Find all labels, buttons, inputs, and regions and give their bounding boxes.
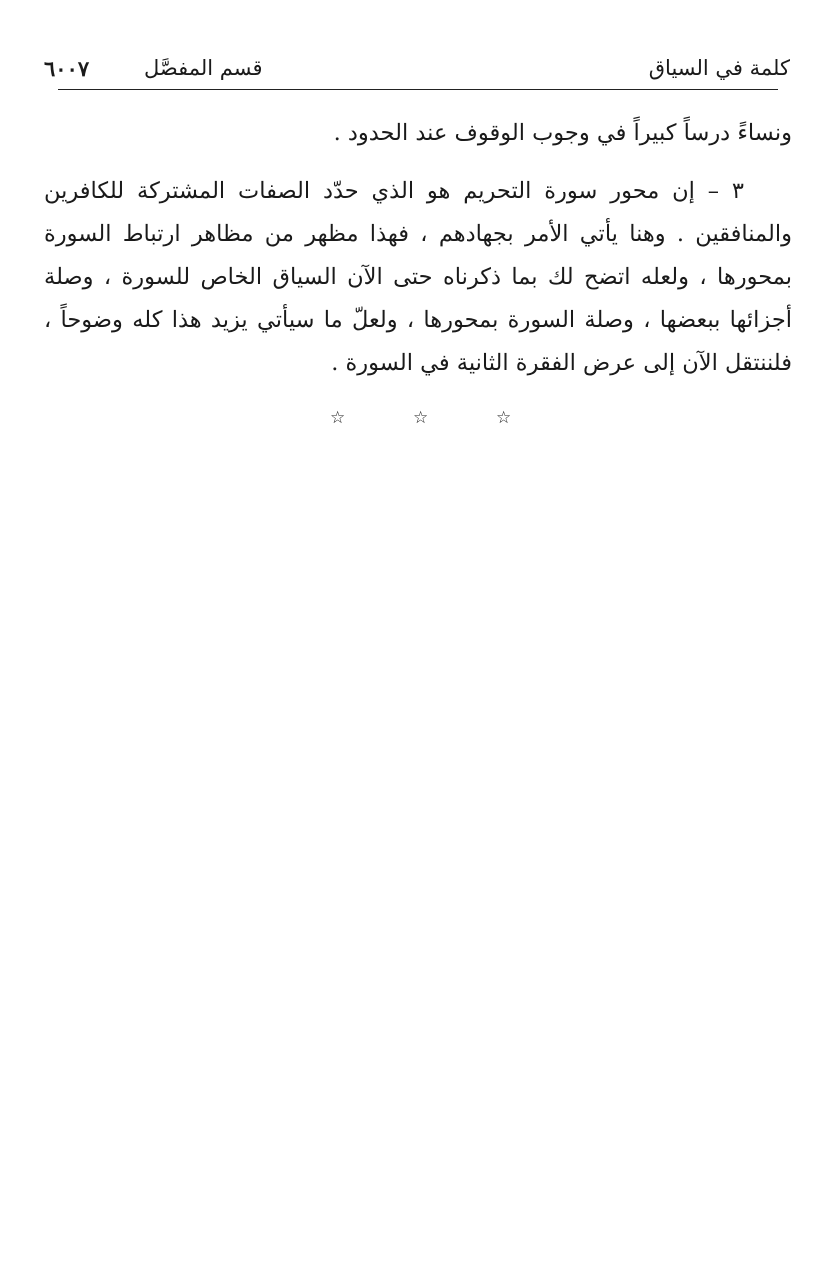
section-separator [0,408,840,438]
running-header [44,52,790,86]
star-icon: ☆ [496,408,512,428]
star-icon: ☆ [413,408,429,428]
body-text [44,112,792,385]
section-title: قسم المفصَّل [144,56,263,80]
star-icon: ☆ [330,408,346,428]
paragraph-continuation: ونساءً درساً كبيراً في وجوب الوقوف عند الحدود . [333,120,792,146]
header-rule [58,89,778,90]
paragraph-numbered: ٣ – إن محور سورة التحريم هو الذي حدّد الصفات المشتركة للكافرين والمنافقين . وهنا يأتي الأمر بجهادهم ، فهذا مظهر من مظاهر ارتباط السورة بمحورها ، ولعله اتضح لك بما ذكرناه حتى الآن السياق الخاص للسورة ، وصلة أجزائها ببعضها ، وصلة السورة بمحورها ، ولعلّ ما سيأتي يزيد هذا كله وضوحاً ، فلننتقل الآن إلى عرض الفقرة الثانية في السورة . [44,178,792,376]
chapter-title: كلمة في السياق [648,56,790,80]
page-number: ٦٠٠٧ [44,56,90,81]
